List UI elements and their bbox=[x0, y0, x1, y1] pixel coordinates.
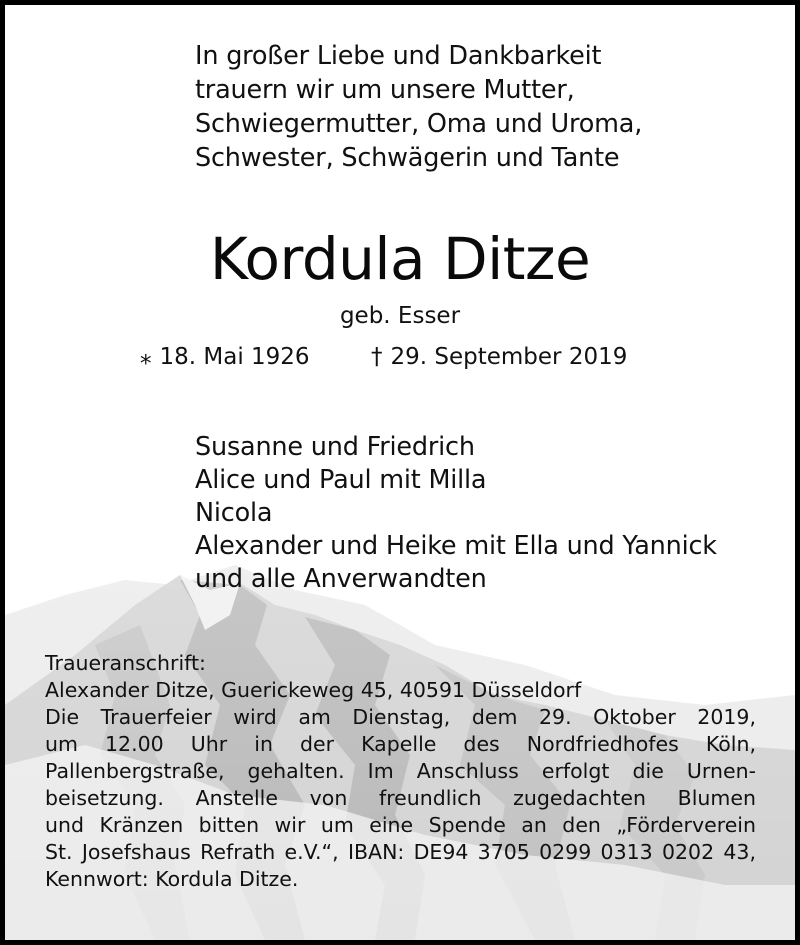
death-cross-icon: † bbox=[371, 344, 383, 370]
address-label: Traueranschrift: bbox=[45, 651, 206, 675]
birth-date: 18. Mai 1926 bbox=[159, 344, 310, 370]
birth-date-group bbox=[140, 341, 310, 373]
mourner-line: Nicola bbox=[195, 498, 273, 528]
deceased-name: Kordula Ditze bbox=[209, 225, 591, 293]
notice-line: beisetzung. Anstelle von freundlich zugedachten Blumen bbox=[45, 786, 756, 810]
intro-line: Schwester, Schwägerin und Tante bbox=[195, 143, 620, 173]
notice-line: St. Josefshaus Refrath e.V.“, IBAN: DE94 3705 0299 0313 0202 43, bbox=[45, 840, 756, 864]
intro-line: In großer Liebe und Dankbarkeit bbox=[195, 41, 602, 71]
funeral-details bbox=[45, 650, 756, 893]
mourner-line: und alle Anverwandten bbox=[195, 564, 487, 594]
mourning-address: Alexander Ditze, Guerickeweg 45, 40591 Düsseldorf bbox=[45, 678, 582, 702]
mourner-line: Susanne und Friedrich bbox=[195, 432, 475, 462]
notice-line: Pallenbergstraße, gehalten. Im Anschluss erfolgt die Urnen- bbox=[45, 759, 756, 783]
notice-line: um 12.00 Uhr in der Kapelle des Nordfriedhofes Köln, bbox=[45, 732, 756, 756]
maiden-name: geb. Esser bbox=[339, 303, 461, 329]
notice-line: Die Trauerfeier wird am Dienstag, dem 29. Oktober 2019, bbox=[45, 705, 756, 729]
mourner-line: Alexander und Heike mit Ella und Yannick bbox=[195, 531, 717, 561]
intro-line: trauern wir um unsere Mutter, bbox=[195, 75, 575, 105]
death-date: 29. September 2019 bbox=[390, 344, 628, 370]
intro-text bbox=[195, 39, 642, 175]
notice-line-last: Kennwort: Kordula Ditze. bbox=[45, 867, 299, 891]
death-date-group bbox=[371, 341, 627, 373]
birth-star-icon: ⁎ bbox=[140, 344, 152, 370]
mourner-line: Alice und Paul mit Milla bbox=[195, 465, 487, 495]
notice-line: und Kränzen bitten wir um eine Spende an den „Förderverein bbox=[45, 813, 756, 837]
mourners-list bbox=[195, 431, 717, 596]
intro-line: Schwiegermutter, Oma und Uroma, bbox=[195, 109, 643, 139]
